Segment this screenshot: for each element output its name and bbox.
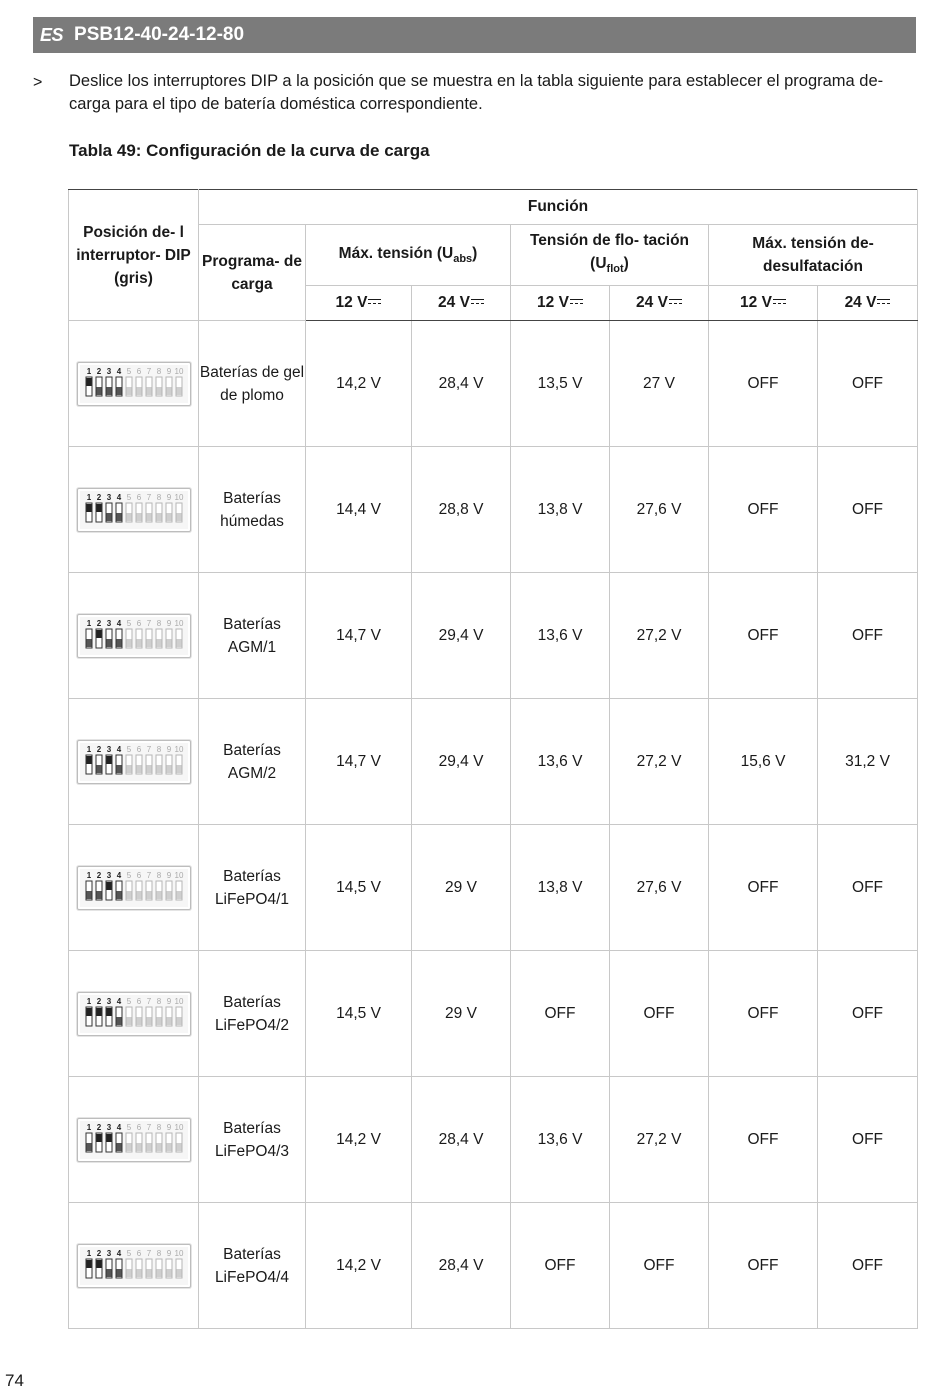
dip-number-label: 3	[106, 870, 111, 880]
dip-knob-on	[96, 1008, 101, 1016]
dc-symbol-icon	[368, 298, 381, 307]
program-name: Baterías LiFePO4/2	[199, 951, 306, 1077]
dip-number-label: 7	[146, 870, 151, 880]
dip-number-label: 10	[174, 366, 183, 376]
dip-knob-off	[106, 639, 111, 647]
table-caption: Tabla 49: Configuración de la curva de carga	[69, 141, 430, 160]
des-24v-value: OFF	[818, 321, 918, 447]
dip-number-label: 1	[86, 1122, 91, 1132]
dip-knob-off	[86, 1143, 91, 1151]
dip-switch-cell	[69, 321, 199, 447]
dip-knob-off	[86, 891, 91, 899]
dip-knob-on	[86, 756, 91, 764]
dip-knob-off	[176, 765, 181, 773]
header-des-12v: 12 V	[709, 286, 818, 321]
dip-switch-graphic	[78, 489, 190, 531]
dip-number-label: 3	[106, 492, 111, 502]
abs-12v-value: 14,2 V	[306, 1203, 412, 1329]
dip-knob-off	[146, 891, 151, 899]
dip-number-label: 10	[174, 1122, 183, 1132]
bullet-arrow-icon: >	[33, 74, 43, 91]
dip-number-label: 7	[146, 744, 151, 754]
dip-knob-off	[156, 891, 161, 899]
dip-number-label: 5	[126, 744, 131, 754]
dip-knob-on	[96, 1134, 101, 1142]
header-flot-24v: 24 V	[610, 286, 709, 321]
header-flotacion: Tensión de flo- tación $(U_{flot})$	[511, 225, 709, 286]
charging-curve-table	[68, 189, 918, 1329]
dip-knob-off	[176, 387, 181, 395]
dip-number-label: 9	[166, 1122, 171, 1132]
abs-12v-value: 14,7 V	[306, 699, 412, 825]
dip-knob-off	[116, 891, 121, 899]
dip-number-label: 2	[96, 744, 101, 754]
dip-knob-on	[96, 1260, 101, 1268]
table-row	[69, 951, 918, 1077]
dip-knob-off	[136, 387, 141, 395]
dip-number-label: 2	[96, 366, 101, 376]
dip-knob-off	[156, 513, 161, 521]
dip-number-label: 7	[146, 366, 151, 376]
dip-number-label: 1	[86, 618, 91, 628]
dip-knob-off	[96, 891, 101, 899]
abs-24v-value: 29,4 V	[412, 699, 511, 825]
document-title: PSB12-40-24-12-80	[74, 24, 245, 45]
des-24v-value: OFF	[818, 825, 918, 951]
dip-number-label: 1	[86, 996, 91, 1006]
dip-number-label: 3	[106, 1122, 111, 1132]
header-des-24v: 24 V	[818, 286, 918, 321]
dip-switch-graphic	[78, 1119, 190, 1161]
dip-number-label: 7	[146, 618, 151, 628]
des-24v-value: OFF	[818, 951, 918, 1077]
flot-24v-value: 27,2 V	[610, 573, 709, 699]
abs-12v-value: 14,2 V	[306, 1077, 412, 1203]
instruction-paragraph	[33, 70, 913, 116]
dip-number-label: 9	[166, 1248, 171, 1258]
dip-number-label: 6	[136, 1248, 141, 1258]
dip-knob-off	[156, 639, 161, 647]
dip-knob-off	[106, 513, 111, 521]
dip-number-label: 3	[106, 996, 111, 1006]
dip-number-label: 8	[156, 744, 161, 754]
dip-knob-off	[146, 1269, 151, 1277]
dip-knob-off	[96, 387, 101, 395]
dip-number-label: 10	[174, 870, 183, 880]
dip-knob-off	[136, 891, 141, 899]
dip-number-label: 7	[146, 1122, 151, 1132]
des-12v-value: OFF	[709, 573, 818, 699]
dip-knob-on	[86, 1008, 91, 1016]
dip-number-label: 6	[136, 618, 141, 628]
dip-switch-icon	[77, 866, 191, 910]
dip-number-label: 2	[96, 492, 101, 502]
dip-knob-off	[116, 639, 121, 647]
dip-knob-off	[116, 1269, 121, 1277]
dip-number-label: 6	[136, 744, 141, 754]
dip-knob-on	[96, 630, 101, 638]
dip-number-label: 8	[156, 366, 161, 376]
dip-number-label: 5	[126, 1122, 131, 1132]
dip-switch-cell	[69, 1203, 199, 1329]
dip-knob-off	[116, 765, 121, 773]
abs-24v-value: 29 V	[412, 951, 511, 1077]
dip-switch-icon	[77, 992, 191, 1036]
dip-number-label: 1	[86, 870, 91, 880]
dip-number-label: 4	[116, 366, 121, 376]
dip-number-label: 6	[136, 870, 141, 880]
program-name: Baterías de gel de plomo	[199, 321, 306, 447]
dip-number-label: 2	[96, 618, 101, 628]
program-name: Baterías LiFePO4/1	[199, 825, 306, 951]
dip-number-label: 5	[126, 366, 131, 376]
dip-number-label: 8	[156, 1122, 161, 1132]
dip-knob-off	[136, 1017, 141, 1025]
dip-number-label: 10	[174, 618, 183, 628]
dip-number-label: 4	[116, 618, 121, 628]
header-desulfatacion: Máx. tensión de- desulfatación	[709, 225, 918, 286]
dip-knob-off	[86, 639, 91, 647]
dip-number-label: 3	[106, 618, 111, 628]
flot-24v-value: OFF	[610, 1203, 709, 1329]
header-flot-12v: 12 V	[511, 286, 610, 321]
dip-knob-off	[166, 639, 171, 647]
dip-knob-on	[106, 756, 111, 764]
dip-switch-graphic	[78, 867, 190, 909]
dc-symbol-icon	[773, 298, 786, 307]
dip-knob-off	[166, 891, 171, 899]
dip-switch-icon	[77, 1244, 191, 1288]
dip-knob-off	[176, 1017, 181, 1025]
dip-switch-cell	[69, 699, 199, 825]
dip-number-label: 1	[86, 366, 91, 376]
abs-12v-value: 14,7 V	[306, 573, 412, 699]
des-12v-value: OFF	[709, 1203, 818, 1329]
abs-12v-value: 14,4 V	[306, 447, 412, 573]
dip-knob-off	[156, 1017, 161, 1025]
dip-switch-graphic	[78, 363, 190, 405]
dip-number-label: 9	[166, 870, 171, 880]
dip-switch-graphic	[78, 615, 190, 657]
flot-12v-value: OFF	[511, 951, 610, 1077]
dip-number-label: 7	[146, 1248, 151, 1258]
dip-knob-off	[146, 513, 151, 521]
des-24v-value: OFF	[818, 1077, 918, 1203]
dc-symbol-icon	[570, 298, 583, 307]
dip-knob-off	[126, 387, 131, 395]
dip-knob-off	[176, 891, 181, 899]
des-24v-value: OFF	[818, 447, 918, 573]
dip-knob-off	[156, 765, 161, 773]
dip-switch-cell	[69, 573, 199, 699]
dip-number-label: 4	[116, 1248, 121, 1258]
dip-knob-off	[166, 765, 171, 773]
dip-number-label: 2	[96, 1122, 101, 1132]
dip-knob-off	[146, 387, 151, 395]
dip-number-label: 1	[86, 744, 91, 754]
dip-knob-off	[176, 1143, 181, 1151]
dip-switch-cell	[69, 447, 199, 573]
page-number: 74	[5, 1371, 24, 1390]
dip-number-label: 4	[116, 996, 121, 1006]
flot-24v-value: OFF	[610, 951, 709, 1077]
dip-knob-off	[156, 1143, 161, 1151]
table-row	[69, 1203, 918, 1329]
dip-number-label: 7	[146, 996, 151, 1006]
dip-number-label: 8	[156, 870, 161, 880]
dip-knob-off	[116, 1143, 121, 1151]
dip-knob-off	[146, 1143, 151, 1151]
dip-number-label: 9	[166, 618, 171, 628]
dip-knob-off	[136, 639, 141, 647]
des-12v-value: OFF	[709, 1077, 818, 1203]
dip-number-label: 5	[126, 618, 131, 628]
dip-knob-off	[136, 1269, 141, 1277]
dip-knob-off	[146, 765, 151, 773]
flot-24v-value: 27,6 V	[610, 825, 709, 951]
table-row	[69, 447, 918, 573]
flot-12v-value: 13,5 V	[511, 321, 610, 447]
dip-number-label: 10	[174, 996, 183, 1006]
dip-knob-off	[126, 639, 131, 647]
dip-number-label: 2	[96, 1248, 101, 1258]
program-name: Baterías húmedas	[199, 447, 306, 573]
dip-number-label: 5	[126, 492, 131, 502]
dip-knob-off	[116, 387, 121, 395]
dip-number-label: 4	[116, 744, 121, 754]
dip-number-label: 4	[116, 1122, 121, 1132]
dip-knob-off	[126, 891, 131, 899]
dip-knob-off	[116, 1017, 121, 1025]
dip-switch-graphic	[78, 993, 190, 1035]
dip-knob-on	[106, 882, 111, 890]
dip-knob-off	[166, 387, 171, 395]
des-24v-value: 31,2 V	[818, 699, 918, 825]
dip-knob-on	[86, 1260, 91, 1268]
dip-knob-off	[166, 1143, 171, 1151]
dip-knob-on	[106, 1134, 111, 1142]
table-row	[69, 321, 918, 447]
dip-number-label: 8	[156, 618, 161, 628]
abs-24v-value: 29 V	[412, 825, 511, 951]
dip-number-label: 2	[96, 870, 101, 880]
dip-knob-off	[136, 1143, 141, 1151]
header-funcion: Función	[199, 190, 918, 225]
dip-number-label: 1	[86, 1248, 91, 1258]
dip-knob-off	[166, 1269, 171, 1277]
dip-knob-off	[136, 765, 141, 773]
dip-number-label: 5	[126, 996, 131, 1006]
table-row	[69, 573, 918, 699]
dip-number-label: 1	[86, 492, 91, 502]
dip-number-label: 6	[136, 492, 141, 502]
abs-12v-value: 14,2 V	[306, 321, 412, 447]
dip-knob-off	[126, 1269, 131, 1277]
program-name: Baterías AGM/2	[199, 699, 306, 825]
header-abs-12v: 12 V	[306, 286, 412, 321]
dip-switch-icon	[77, 614, 191, 658]
flot-12v-value: 13,8 V	[511, 447, 610, 573]
dc-symbol-icon	[669, 298, 682, 307]
dip-number-label: 9	[166, 744, 171, 754]
dip-knob-on	[106, 1008, 111, 1016]
header-programa: Programa- de carga	[199, 225, 306, 321]
dip-knob-off	[156, 387, 161, 395]
dip-knob-off	[96, 765, 101, 773]
header-bar	[33, 17, 916, 53]
dip-number-label: 10	[174, 492, 183, 502]
abs-24v-value: 29,4 V	[412, 573, 511, 699]
dip-number-label: 9	[166, 366, 171, 376]
dip-number-label: 3	[106, 1248, 111, 1258]
dip-number-label: 5	[126, 870, 131, 880]
des-12v-value: OFF	[709, 447, 818, 573]
dip-knob-off	[126, 1143, 131, 1151]
dip-knob-off	[176, 513, 181, 521]
header-abs-24v: 24 V	[412, 286, 511, 321]
dip-knob-off	[126, 765, 131, 773]
program-name: Baterías LiFePO4/4	[199, 1203, 306, 1329]
abs-24v-value: 28,8 V	[412, 447, 511, 573]
des-12v-value: OFF	[709, 321, 818, 447]
flot-12v-value: OFF	[511, 1203, 610, 1329]
table-row	[69, 1077, 918, 1203]
dip-switch-icon	[77, 1118, 191, 1162]
flot-24v-value: 27,2 V	[610, 1077, 709, 1203]
des-24v-value: OFF	[818, 573, 918, 699]
dip-number-label: 8	[156, 492, 161, 502]
table-row	[69, 699, 918, 825]
abs-24v-value: 28,4 V	[412, 1077, 511, 1203]
program-name: Baterías LiFePO4/3	[199, 1077, 306, 1203]
abs-24v-value: 28,4 V	[412, 1203, 511, 1329]
dip-knob-off	[166, 513, 171, 521]
dip-switch-cell	[69, 951, 199, 1077]
dip-number-label: 6	[136, 366, 141, 376]
des-24v-value: OFF	[818, 1203, 918, 1329]
dip-number-label: 4	[116, 492, 121, 502]
dip-number-label: 9	[166, 492, 171, 502]
dip-knob-off	[126, 1017, 131, 1025]
dip-knob-off	[116, 513, 121, 521]
dip-knob-on	[96, 504, 101, 512]
dip-knob-off	[146, 639, 151, 647]
dip-switch-cell	[69, 1077, 199, 1203]
flot-12v-value: 13,6 V	[511, 699, 610, 825]
dip-knob-off	[146, 1017, 151, 1025]
language-code: ES	[40, 24, 64, 45]
flot-12v-value: 13,8 V	[511, 825, 610, 951]
des-12v-value: OFF	[709, 951, 818, 1077]
flot-12v-value: 13,6 V	[511, 1077, 610, 1203]
dip-knob-off	[106, 1269, 111, 1277]
dip-switch-icon	[77, 740, 191, 784]
dip-switch-graphic	[78, 741, 190, 783]
flot-24v-value: 27 V	[610, 321, 709, 447]
dc-symbol-icon	[877, 298, 890, 307]
dip-number-label: 2	[96, 996, 101, 1006]
dip-knob-on	[86, 504, 91, 512]
flot-24v-value: 27,2 V	[610, 699, 709, 825]
des-12v-value: 15,6 V	[709, 699, 818, 825]
dip-number-label: 10	[174, 1248, 183, 1258]
dip-knob-off	[166, 1017, 171, 1025]
abs-12v-value: 14,5 V	[306, 951, 412, 1077]
dip-number-label: 3	[106, 744, 111, 754]
dip-number-label: 5	[126, 1248, 131, 1258]
dip-switch-cell	[69, 825, 199, 951]
header-max-tension: Máx. tensión $(U_{abs})$	[306, 225, 511, 286]
dip-knob-off	[106, 387, 111, 395]
dip-number-label: 7	[146, 492, 151, 502]
dip-knob-off	[176, 1269, 181, 1277]
dip-number-label: 3	[106, 366, 111, 376]
flot-24v-value: 27,6 V	[610, 447, 709, 573]
flot-12v-value: 13,6 V	[511, 573, 610, 699]
dip-number-label: 8	[156, 1248, 161, 1258]
des-12v-value: OFF	[709, 825, 818, 951]
dip-number-label: 9	[166, 996, 171, 1006]
dip-switch-icon	[77, 362, 191, 406]
header-dip-position: Posición de- l interruptor- DIP (gris)	[69, 190, 199, 321]
abs-12v-value: 14,5 V	[306, 825, 412, 951]
dc-symbol-icon	[471, 298, 484, 307]
dip-knob-on	[86, 378, 91, 386]
dip-number-label: 6	[136, 1122, 141, 1132]
dip-knob-off	[176, 639, 181, 647]
instruction-text: Deslice los interruptores DIP a la posición que se muestra en la tabla siguiente para establecer el programa de- carga para el tipo de batería doméstica correspondiente.	[69, 72, 884, 113]
dip-number-label: 8	[156, 996, 161, 1006]
dip-knob-off	[126, 513, 131, 521]
dip-number-label: 4	[116, 870, 121, 880]
dip-switch-graphic	[78, 1245, 190, 1287]
dip-number-label: 6	[136, 996, 141, 1006]
program-name: Baterías AGM/1	[199, 573, 306, 699]
dip-switch-icon	[77, 488, 191, 532]
dip-knob-off	[156, 1269, 161, 1277]
table-row	[69, 825, 918, 951]
dip-knob-off	[136, 513, 141, 521]
dip-number-label: 10	[174, 744, 183, 754]
abs-24v-value: 28,4 V	[412, 321, 511, 447]
